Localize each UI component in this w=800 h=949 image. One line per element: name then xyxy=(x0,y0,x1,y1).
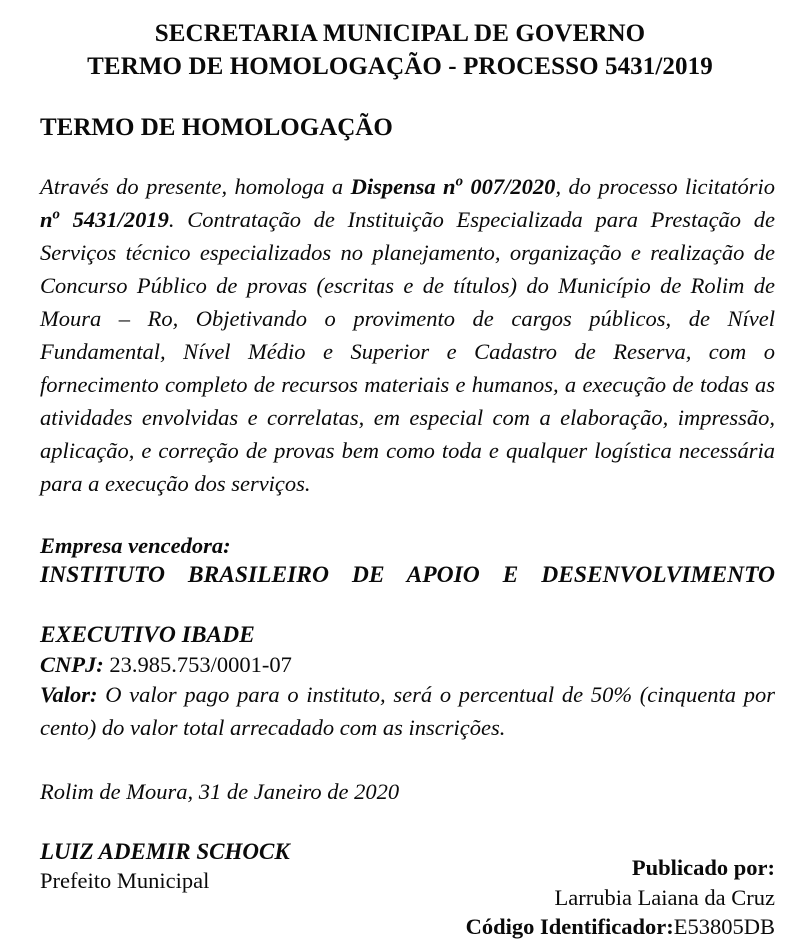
emphasis-processo-text: n xyxy=(40,206,53,232)
header-line-processo: TERMO DE HOMOLOGAÇÃO - PROCESSO 5431/2019 xyxy=(87,52,713,80)
winner-label: Empresa vencedora: xyxy=(40,532,231,558)
winner-cnpj-line xyxy=(40,650,775,679)
cnpj-label: CNPJ: xyxy=(40,652,104,678)
emphasis-dispensa-text: Dispensa n xyxy=(350,174,456,199)
cnpj-value: 23.985.753/0001-07 xyxy=(103,652,292,678)
para-text-part-2: , do processo licitatório xyxy=(555,174,775,199)
document-body-column xyxy=(40,171,775,896)
section-heading-termo-homologacao: TERMO DE HOMOLOGAÇÃO xyxy=(40,114,393,141)
winner-company-name-line-1: INSTITUTO BRASILEIRO DE APOIO E DESENVOLVIMENTO xyxy=(40,561,775,588)
homologation-paragraph xyxy=(40,171,775,501)
para-text-part-1: Através do presente, homologa a xyxy=(40,174,351,199)
emphasis-processo-number: 5431/2019 xyxy=(59,206,169,232)
emphasis-dispensa xyxy=(351,174,556,199)
emphasis-dispensa-number: 007/2020 xyxy=(463,174,556,199)
emphasis-processo xyxy=(40,207,169,232)
winner-company-name xyxy=(40,560,775,650)
identifier-label: Código Identificador: xyxy=(465,913,674,939)
place-and-date-line: Rolim de Moura, 31 de Janeiro de 2020 xyxy=(40,779,400,805)
signatory-role: Prefeito Municipal xyxy=(40,868,210,894)
winner-company-block xyxy=(40,531,775,680)
winner-company-name-line-2: EXECUTIVO IBADE xyxy=(40,621,255,648)
para-text-part-3: . Contratação de Instituição Especializada para Prestação de Serviços técnico especializados no planejamento, organização e realização de Concurso Público de provas (escritas e de títulos) do Município de Rolim de Moura – Ro, Objetivando o provimento de cargos públicos, de Nível Fundamental, Nível Médio e Superior e Cadastro de Reserva, com o fornecimento completo de recursos materiais e humanos, a execução de todas as atividades envolvidas e correlatas, em especial com a elaboração, impressão, aplicação, e correção de provas bem como toda e qualquer logística necessária para a execução dos serviços. xyxy=(40,206,775,496)
valor-label: Valor: xyxy=(40,682,98,708)
ordinal-indicator-icon: o xyxy=(52,206,60,223)
signatory-name: LUIZ ADEMIR SCHOCK xyxy=(40,839,290,865)
header-line-secretaria: SECRETARIA MUNICIPAL DE GOVERNO xyxy=(154,20,646,47)
identifier-line xyxy=(466,912,775,941)
identifier-value: E53805DB xyxy=(673,913,775,939)
valor-text: O valor pago para o instituto, será o percentual de 50% (cinquenta por cento) do valor total arrecadado com as inscrições. xyxy=(40,682,775,741)
document-header xyxy=(0,0,800,83)
published-by-name: Larrubia Laiana da Cruz xyxy=(554,884,775,910)
valor-paragraph xyxy=(40,679,775,745)
published-by-label: Publicado por: xyxy=(631,855,775,881)
ordinal-indicator-icon: o xyxy=(455,173,463,190)
document-footer xyxy=(466,853,775,941)
